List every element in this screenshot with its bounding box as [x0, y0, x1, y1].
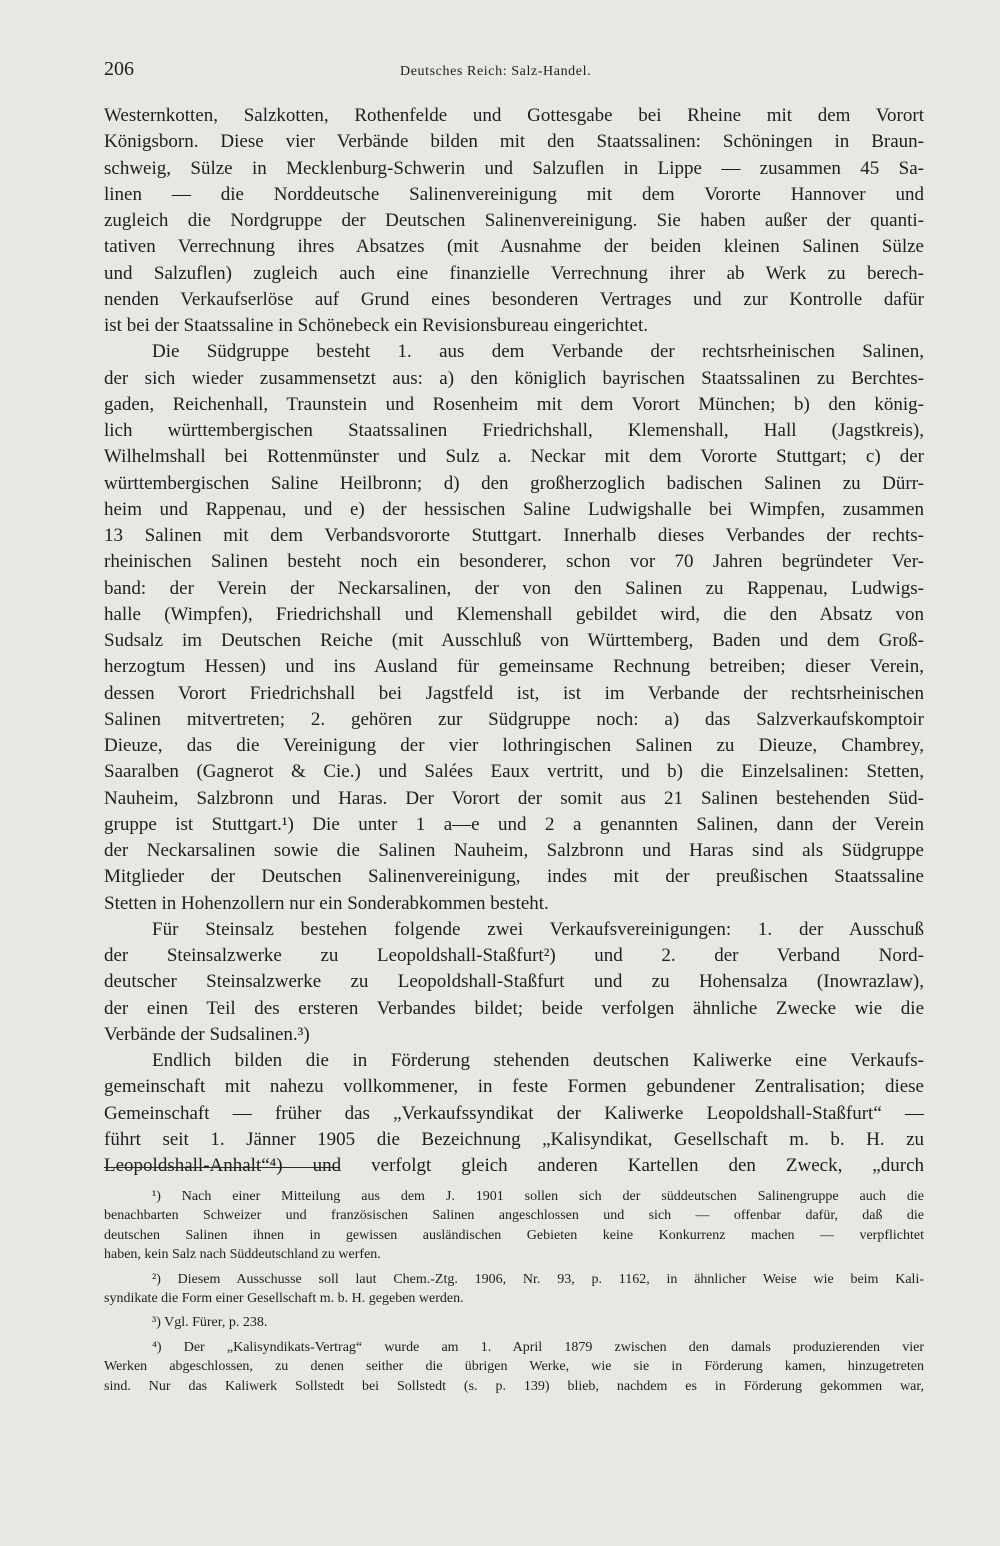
body-line: zugleich die Nordgruppe der Deutschen Salinenvereinigung. Sie haben außer der quanti-: [104, 210, 924, 231]
body-line: schweig, Sülze in Mecklenburg-Schwerin und Salzuflen in Lippe — zusammen 45 Sa-: [104, 157, 924, 179]
footnote-line: ¹) Nach einer Mitteilung aus dem J. 1901 sollen sich der süddeutschen Salinengruppe auch die: [152, 1189, 924, 1204]
footnote-line: sind. Nur das Kaliwerk Sollstedt bei Sollstedt (s. p. 139) blieb, nachdem es in Förderung gekommen war,: [104, 1378, 924, 1394]
body-line: gemeinschaft mit nahezu vollkommener, in feste Formen gebundener Zentralisation; diese: [104, 1076, 924, 1098]
page-number: 206: [104, 58, 134, 80]
body-text: [104, 103, 924, 1179]
footnote-line: ³) Vgl. Fürer, p. 238.: [152, 1315, 268, 1331]
body-line: tativen Verrechnung ihres Absatzes (mit Ausnahme der beiden kleinen Salinen Sülze: [104, 236, 924, 258]
body-line: nenden Verkaufserlöse auf Grund eines besonderen Vertrages und zur Kontrolle dafür: [104, 288, 924, 310]
body-line: linen — die Norddeutsche Salinenvereinigung mit dem Vororte Hannover und: [104, 183, 924, 205]
footnote-line: Werken abgeschlossen, zu denen seither die übrigen Werke, wie sie in Förderung kamen, hinzugetreten: [104, 1359, 924, 1375]
footnote: [104, 1270, 924, 1309]
page-header: [104, 58, 924, 88]
body-line: dessen Vorort Friedrichshall bei Jagstfeld ist, ist im Verbande der rechtsrheinischen: [104, 682, 924, 704]
body-line: Nauheim, Salzbronn und Haras. Der Vorort der somit aus 21 Salinen bestehenden Süd-: [104, 787, 924, 809]
body-line: Königsborn. Diese vier Verbände bilden mit den Staatssalinen: Schöningen in Braun-: [104, 131, 924, 153]
footnote: [104, 1313, 924, 1332]
body-line: halle (Wimpfen), Friedrichshall und Klemenshall gebildet wird, die den Absatz von: [104, 603, 924, 625]
body-line: ist bei der Staatssaline in Schönebeck ein Revisionsbureau eingerichtet.: [104, 315, 648, 336]
body-line: Sudsalz im Deutschen Reiche (mit Ausschluß von Württemberg, Baden und dem Groß-: [104, 630, 924, 651]
body-line: Mitglieder der Deutschen Salinenvereinigung, indes mit der preußischen Staatssaline: [104, 866, 924, 888]
footnote-line: deutschen Salinen ihnen in gewissen ausländischen Gebieten keine Konkurrenz machen — verpflichtet: [104, 1227, 924, 1243]
body-line: Salinen mitvertreten; 2. gehören zur Südgruppe noch: a) das Salzverkaufskomptoir: [104, 708, 924, 730]
body-line: rheinischen Salinen besteht noch ein besonderer, schon vor 70 Jahren begründeter Ver-: [104, 551, 924, 573]
footnote-line: benachbarten Schweizer und französischen Salinen angeschlossen und sich — offenbar dafür, daß die: [104, 1208, 924, 1224]
body-line: Gemeinschaft — früher das „Verkaufssyndikat der Kaliwerke Leopoldshall-Staßfurt“ —: [104, 1102, 924, 1124]
body-line: württembergischen Saline Heilbronn; d) den großherzoglich badischen Salinen zu Dürr-: [104, 472, 924, 494]
body-line: 13 Salinen mit dem Verbandsvororte Stuttgart. Innerhalb dieses Verbandes der rechts-: [104, 525, 924, 546]
body-line: gruppe ist Stuttgart.¹) Die unter 1 a—e und 2 a genannten Salinen, dann der Verein: [104, 813, 924, 835]
body-line: Westernkotten, Salzkotten, Rothenfelde und Gottesgabe bei Rheine mit dem Vorort: [104, 105, 924, 126]
body-line: deutscher Steinsalzwerke zu Leopoldshall-Staßfurt und zu Hohensalza (Inowrazlaw),: [104, 971, 924, 993]
body-line: der einen Teil des ersteren Verbandes bildet; beide verfolgen ähnliche Zwecke wie die: [104, 997, 924, 1019]
running-head: Deutsches Reich: Salz-Handel.: [400, 64, 592, 79]
body-line: band: der Verein der Neckarsalinen, der von den Salinen zu Rappenau, Ludwigs-: [104, 577, 924, 599]
body-line: Die Südgruppe besteht 1. aus dem Verbande der rechtsrheinischen Salinen,: [152, 341, 924, 363]
body-line: Dieuze, das die Vereinigung der vier lothringischen Salinen zu Dieuze, Chambrey,: [104, 735, 924, 756]
body-line: gaden, Reichenhall, Traunstein und Rosenheim mit dem Vorort München; b) den könig-: [104, 393, 924, 415]
body-line: Leopoldshall-Anhalt“⁴) und verfolgt gleich anderen Kartellen den Zweck, „durch: [104, 1155, 924, 1176]
body-line: Stetten in Hohenzollern nur ein Sonderabkommen besteht.: [104, 892, 549, 914]
footnote-line: ²) Diesem Ausschusse soll laut Chem.-Ztg. 1906, Nr. 93, p. 1162, in ähnlicher Weise wie beim Kali-: [152, 1271, 924, 1287]
body-line: herzogtum Hessen) und ins Ausland für gemeinsame Rechnung betreiben; dieser Verein,: [104, 656, 924, 678]
body-line: Saaralben (Gagnerot & Cie.) und Salées Eaux vertritt, und b) die Einzelsalinen: Stetten,: [104, 761, 924, 783]
body-line: Verbände der Sudsalinen.³): [104, 1023, 310, 1045]
body-line: Für Steinsalz bestehen folgende zwei Verkaufsvereinigungen: 1. der Ausschuß: [152, 918, 924, 940]
footnotes: [104, 1187, 924, 1396]
body-line: und Salzuflen) zugleich auch eine finanzielle Verrechnung ihrer ab Werk zu berech-: [104, 262, 924, 284]
body-line: der Neckarsalinen sowie die Salinen Nauheim, Salzbronn und Haras sind als Südgruppe: [104, 840, 924, 861]
body-line: führt seit 1. Jänner 1905 die Bezeichnung „Kalisyndikat, Gesellschaft m. b. H. zu: [104, 1128, 924, 1150]
body-line: lich württembergischen Staatssalinen Friedrichshall, Klemenshall, Hall (Jagstkreis),: [104, 420, 924, 441]
body-line: der sich wieder zusammensetzt aus: a) den königlich bayrischen Staatssalinen zu Berchtes-: [104, 367, 924, 389]
body-line: Endlich bilden die in Förderung stehenden deutschen Kaliwerke eine Verkaufs-: [152, 1050, 924, 1071]
footnote-line: haben, kein Salz nach Süddeutschland zu werfen.: [104, 1247, 381, 1263]
body-line: heim und Rappenau, und e) der hessischen Saline Ludwigshalle bei Wimpfen, zusammen: [104, 498, 924, 520]
body-line: der Steinsalzwerke zu Leopoldshall-Staßfurt²) und 2. der Verband Nord-: [104, 945, 924, 966]
footnote-line: syndikate die Form einer Gesellschaft m. b. H. gegeben werden.: [104, 1290, 464, 1306]
footnote: [104, 1338, 924, 1396]
footnote-line: ⁴) Der „Kalisyndikats-Vertrag“ wurde am 1. April 1879 zwischen den damals produzierenden vier: [152, 1339, 924, 1355]
footnote: [104, 1187, 924, 1265]
body-line: Wilhelmshall bei Rottenmünster und Sulz a. Neckar mit dem Vororte Stuttgart; c) der: [104, 446, 924, 468]
footnote-rule: [104, 1167, 340, 1168]
